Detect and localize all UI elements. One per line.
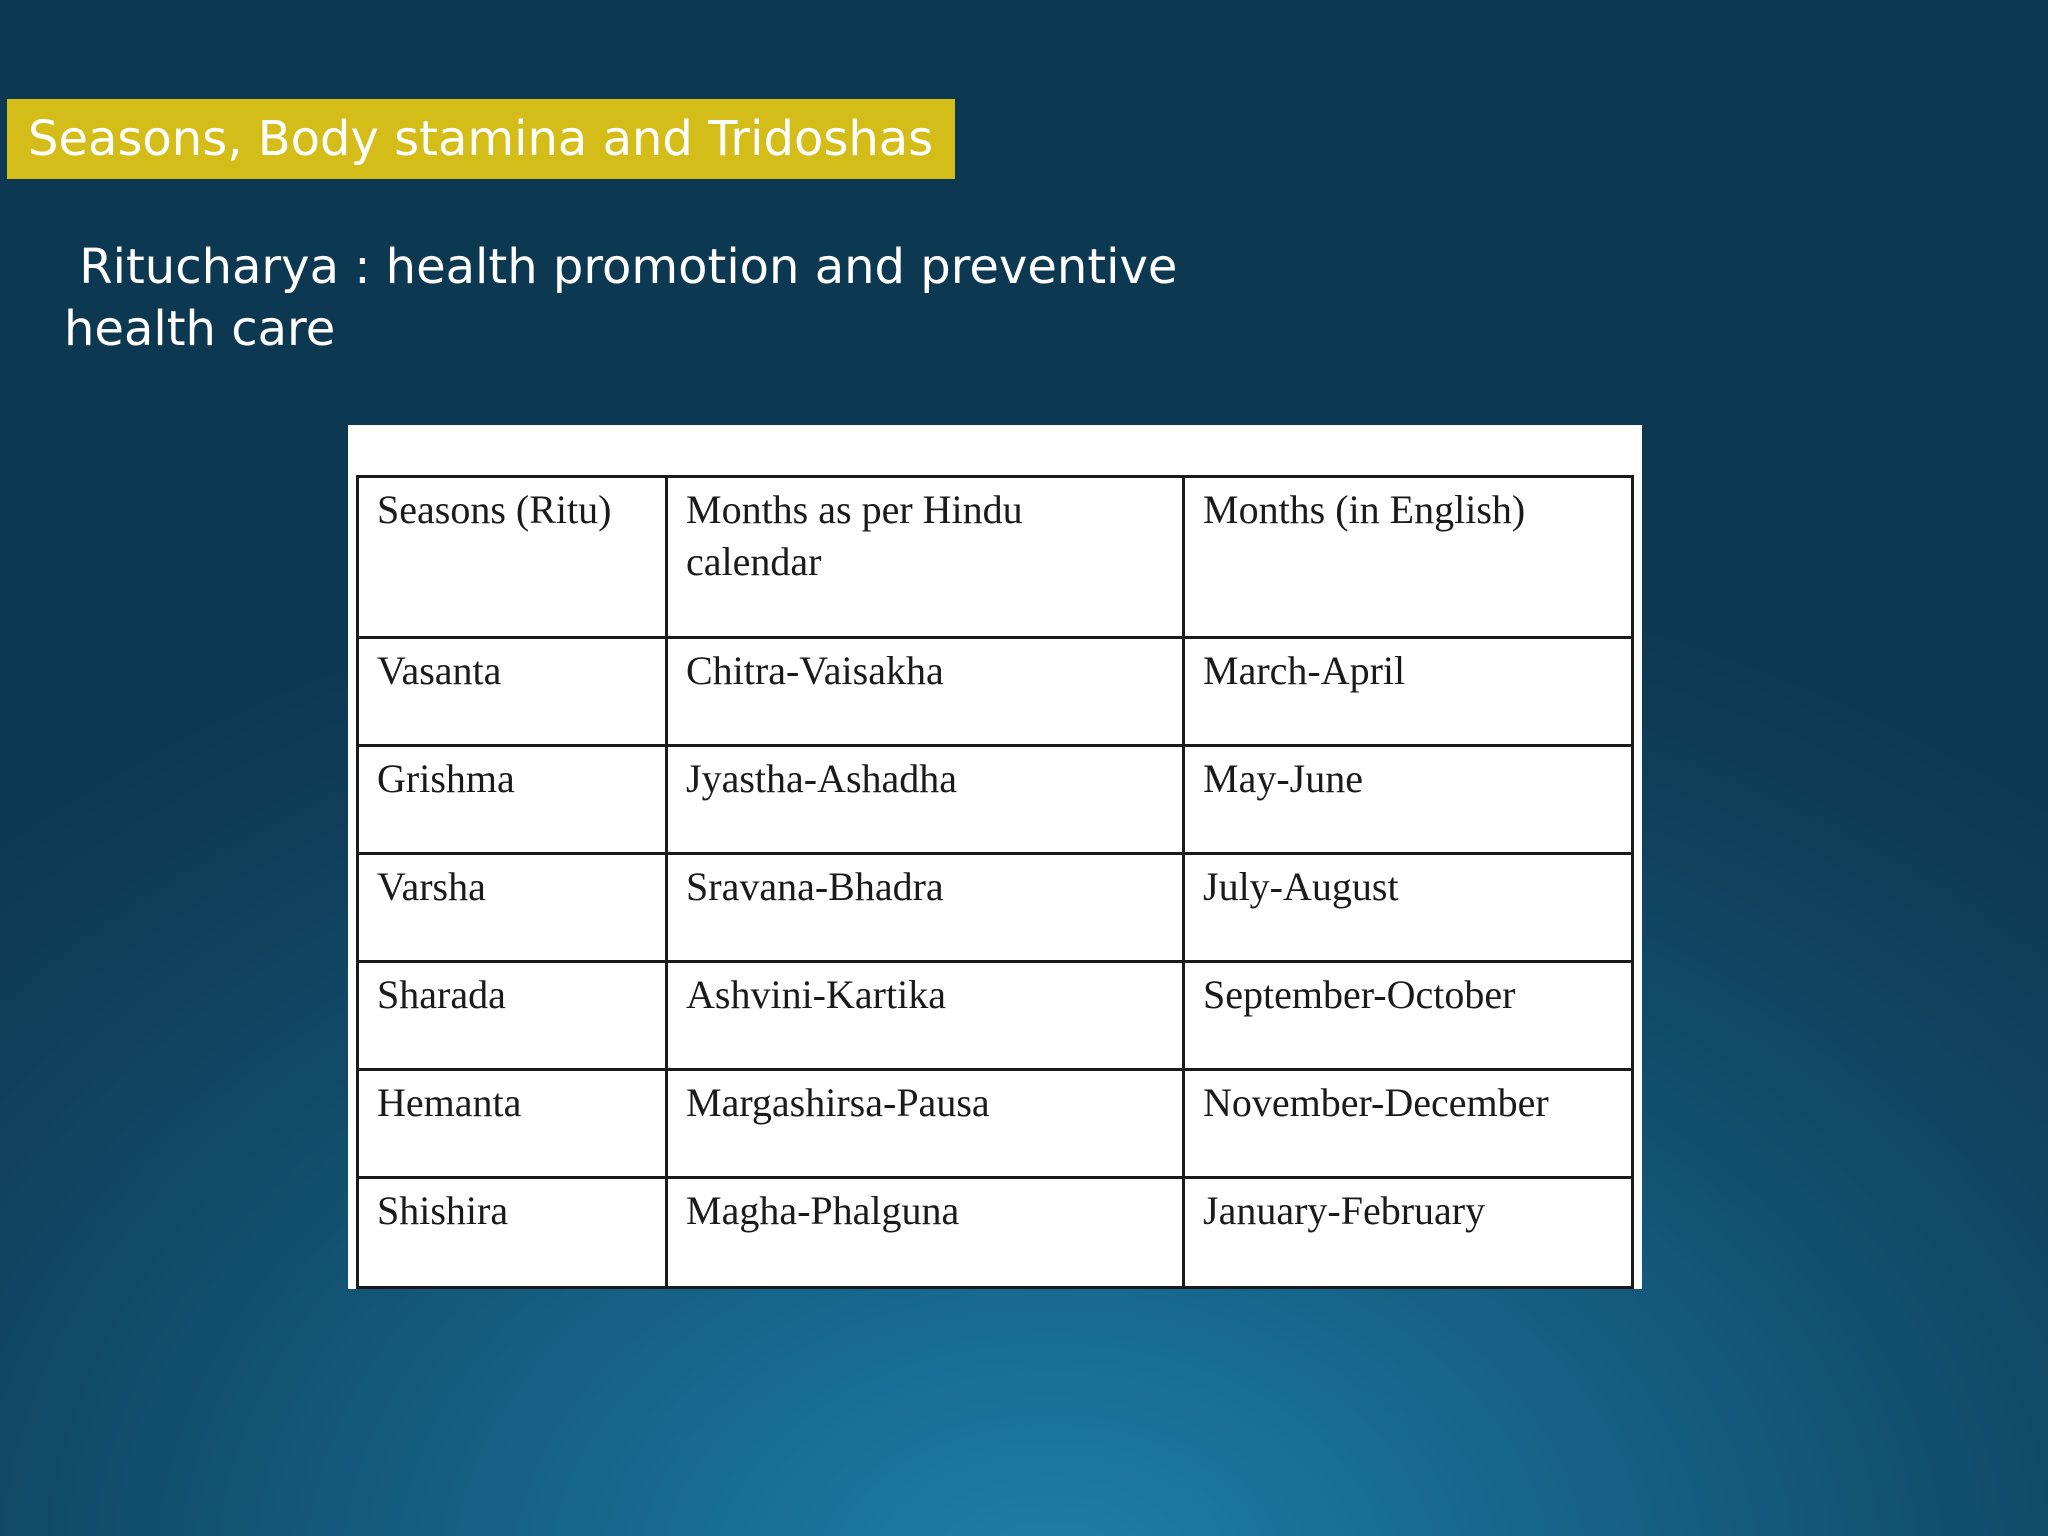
season-cell: Hemanta [358,1070,667,1178]
hindu-months-cell: Chitra-Vaisakha [667,638,1184,746]
table-row [358,746,1633,854]
table-row [358,1178,1633,1288]
english-months-cell: July-August [1184,854,1633,962]
header-seasons: Seasons (Ritu) [358,477,667,638]
slide-title: Seasons, Body stamina and Tridoshas [7,99,955,179]
slide-subtitle: Ritucharya : health promotion and preventive health care [64,239,1178,357]
english-months-cell: November-December [1184,1070,1633,1178]
hindu-months-cell: Margashirsa-Pausa [667,1070,1184,1178]
header-hindu-months: Months as per Hindu calendar [667,477,1184,638]
english-months-cell: March-April [1184,638,1633,746]
english-months-cell: September-October [1184,962,1633,1070]
season-cell: Sharada [358,962,667,1070]
season-cell: Grishma [358,746,667,854]
english-months-cell: January-February [1184,1178,1633,1288]
hindu-months-cell: Sravana-Bhadra [667,854,1184,962]
season-cell: Shishira [358,1178,667,1288]
season-cell: Vasanta [358,638,667,746]
table-row [358,854,1633,962]
table-row [358,962,1633,1070]
table-row [358,638,1633,746]
season-cell: Varsha [358,854,667,962]
hindu-months-cell: Magha-Phalguna [667,1178,1184,1288]
seasons-table-image [348,425,1642,1289]
table-header-row [358,477,1633,638]
header-english-months: Months (in English) [1184,477,1633,638]
hindu-months-cell: Ashvini-Kartika [667,962,1184,1070]
seasons-table [356,475,1634,1289]
english-months-cell: May-June [1184,746,1633,854]
hindu-months-cell: Jyastha-Ashadha [667,746,1184,854]
table-row [358,1070,1633,1178]
